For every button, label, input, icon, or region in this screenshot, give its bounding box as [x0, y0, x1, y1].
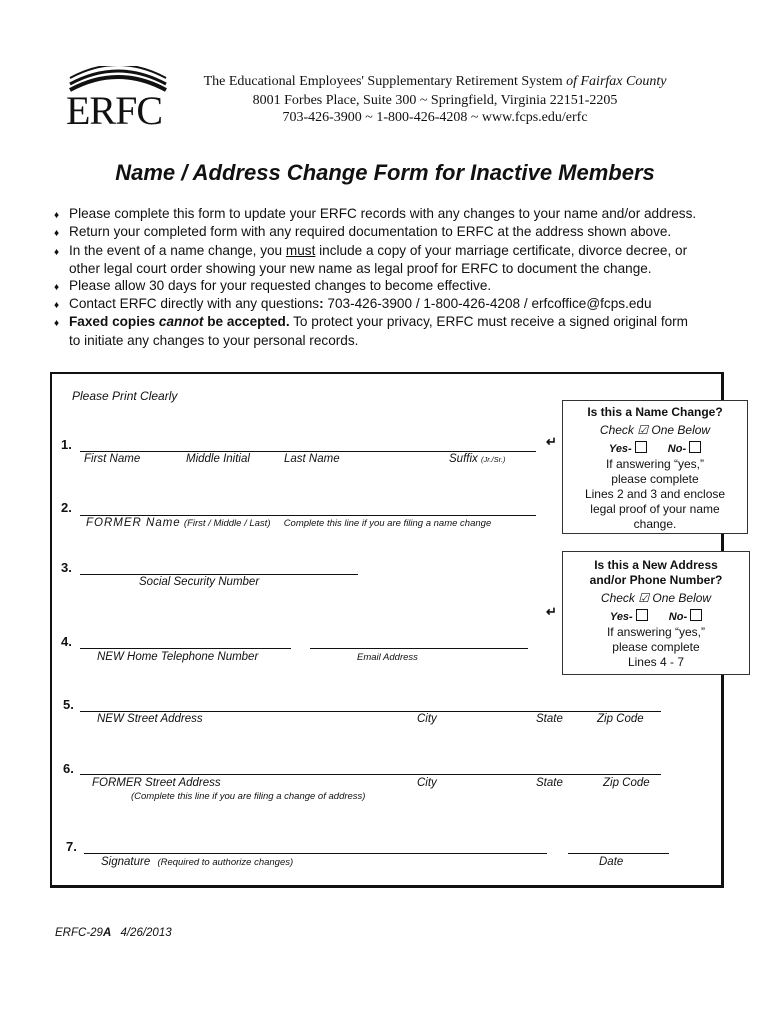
bullet-text: [69, 314, 744, 332]
bullet-text: Return your completed form with any required documentation to ERFC at the address shown above.: [69, 224, 672, 240]
signature-text: Signature: [101, 856, 151, 868]
org-address: 8001 Forbes Place, Suite 300 ~ Springfield, Virginia 22151-2205: [252, 93, 618, 108]
cannot-emphasis: cannot: [158, 314, 204, 330]
fax-warning-end: be accepted.: [203, 314, 290, 330]
list-item: [54, 224, 744, 242]
org-suffix: of Fairfax County: [566, 74, 667, 89]
bullet-text-part: include a copy of your marriage certificate, divorce decree, or: [315, 242, 688, 258]
bullet-text: [69, 243, 744, 261]
checkmark-box-icon: ☑: [637, 423, 649, 437]
org-line: [190, 74, 680, 90]
middle-initial-label: Middle Initial: [186, 453, 250, 465]
yes-checkbox[interactable]: [635, 441, 647, 453]
suffix-hint: (Jr./Sr.): [480, 455, 506, 464]
line-number-3: 3.: [61, 560, 72, 575]
suffix-text: Suffix: [449, 453, 478, 465]
bullet-text-part: Contact ERFC directly with any questions: [69, 296, 320, 312]
email-input-line[interactable]: [310, 648, 528, 649]
diamond-bullet-icon: ♦: [54, 281, 60, 293]
must-emphasis: must: [285, 242, 316, 258]
fax-warning: Faxed copies: [69, 314, 159, 330]
former-name-hint: (First / Middle / Last): [183, 518, 271, 529]
return-arrow-icon: ↵: [546, 604, 557, 619]
yes-no-row: [563, 441, 747, 457]
instruction-line: Lines 4 - 7: [627, 655, 685, 669]
bullet-text: Please allow 30 days for your requested changes to become effective.: [69, 277, 492, 293]
date-input-line[interactable]: [568, 853, 669, 854]
return-arrow-icon: ↵: [546, 434, 557, 449]
form-revision-date: 4/26/2013: [120, 927, 172, 939]
first-name-label: First Name: [84, 453, 141, 465]
signature-input-line[interactable]: [84, 853, 547, 854]
bullet-text: [69, 296, 744, 314]
line-number-7: 7.: [66, 839, 77, 854]
org-name: The Educational Employees' Supplementary Retirement System: [203, 74, 563, 89]
check-text: One Below: [651, 423, 711, 437]
name-change-question: Is this a Name Change?: [587, 405, 723, 419]
check-text: Check: [599, 423, 634, 437]
line-number-2: 2.: [61, 500, 72, 515]
diamond-bullet-icon: ♦: [54, 318, 60, 330]
last-name-label: Last Name: [284, 453, 340, 465]
former-street-note: (Complete this line if you are filing a change of address): [131, 791, 366, 802]
check-text: One Below: [652, 591, 712, 605]
erfc-logo: [64, 66, 172, 132]
suffix-label: [449, 453, 505, 465]
bullet-colon: :: [319, 296, 324, 312]
list-item-continuation: to initiate any changes to your personal records.: [69, 332, 359, 348]
line-number-1: 1.: [61, 437, 72, 452]
list-item: [54, 206, 744, 224]
diamond-bullet-icon: ♦: [54, 210, 60, 221]
zip-label: Zip Code: [597, 713, 644, 725]
yes-checkbox[interactable]: [636, 609, 648, 621]
checkmark-box-icon: ☑: [638, 591, 650, 605]
full-name-input-line[interactable]: [80, 451, 536, 452]
former-name-input-line[interactable]: [80, 515, 536, 516]
instruction-line: please complete: [611, 472, 699, 486]
bullet-text: Please complete this form to update your ERFC records with any changes to your name and/or address.: [69, 206, 697, 221]
new-address-input-line[interactable]: [80, 711, 661, 712]
contact-info: 703-426-3900 / 1-800-426-4208 / erfcoffice@fcps.edu: [323, 296, 652, 312]
form-code-text: ERFC-29: [55, 927, 103, 939]
signature-note: (Required to authorize changes): [157, 857, 294, 868]
phone-input-line[interactable]: [80, 648, 291, 649]
diamond-bullet-icon: ♦: [54, 228, 60, 240]
city-label: City: [417, 777, 437, 789]
zip-label: Zip Code: [603, 777, 650, 789]
list-item: [54, 278, 744, 296]
yes-label: Yes-: [608, 443, 632, 455]
former-name-note: Complete this line if you are filing a name change: [283, 518, 492, 529]
check-one-instruction: [563, 591, 749, 606]
yes-label: Yes-: [609, 611, 633, 623]
address-change-question: and/or Phone Number?: [589, 573, 723, 587]
diamond-bullet-icon: ♦: [54, 300, 60, 312]
former-name-label: [86, 517, 491, 529]
date-label: Date: [599, 856, 624, 868]
instruction-list: [54, 206, 744, 349]
list-item-continuation: other legal court order showing your new name as legal proof for ERFC to document the change.: [69, 261, 652, 277]
instruction-line: Lines 2 and 3 and enclose: [584, 487, 726, 501]
print-clearly-note: Please Print Clearly: [72, 389, 178, 403]
email-label: Email Address: [357, 652, 418, 663]
address-change-question: Is this a New Address: [594, 558, 718, 572]
bullet-text-part: In the event of a name change, you: [69, 242, 286, 258]
no-checkbox[interactable]: [689, 441, 701, 453]
form-code: [55, 927, 172, 939]
city-label: City: [417, 713, 437, 725]
instruction-line: legal proof of your name: [590, 502, 720, 516]
yes-no-row: [563, 609, 749, 625]
list-item: [54, 296, 744, 314]
form-code-suffix: A: [102, 927, 112, 939]
ssn-label: Social Security Number: [139, 576, 260, 588]
instruction-line: If answering “yes,”: [605, 457, 705, 471]
instruction-line: change.: [633, 517, 677, 531]
former-name-text: FORMER Name: [86, 517, 181, 529]
bullet-text-part: To protect your privacy, ERFC must receive a signed original form: [289, 314, 689, 330]
signature-label: [101, 856, 293, 868]
no-label: No-: [667, 443, 687, 455]
check-one-instruction: [563, 423, 747, 438]
line-number-5: 5.: [63, 697, 74, 712]
new-street-label: NEW Street Address: [97, 713, 203, 725]
list-item: [54, 243, 744, 261]
org-contact: 703-426-3900 ~ 1-800-426-4208 ~ www.fcps.edu/erfc: [282, 110, 588, 125]
name-change-box: [562, 400, 748, 534]
ssn-input-line[interactable]: [80, 574, 358, 575]
check-text: Check: [600, 591, 635, 605]
logo-text: ERFC: [66, 88, 163, 133]
address-change-box: [562, 551, 750, 675]
list-item: [54, 314, 744, 332]
page-title: Name / Address Change Form for Inactive Members: [115, 160, 655, 185]
former-address-input-line[interactable]: [80, 774, 661, 775]
new-phone-label: NEW Home Telephone Number: [97, 651, 259, 663]
line-number-4: 4.: [61, 634, 72, 649]
instruction-line: If answering “yes,”: [606, 625, 706, 639]
state-label: State: [536, 713, 563, 725]
state-label: State: [536, 777, 563, 789]
former-street-label: FORMER Street Address: [92, 777, 221, 789]
no-label: No-: [668, 611, 688, 623]
no-checkbox[interactable]: [690, 609, 702, 621]
instruction-line: please complete: [612, 640, 700, 654]
diamond-bullet-icon: ♦: [54, 246, 60, 258]
line-number-6: 6.: [63, 761, 74, 776]
